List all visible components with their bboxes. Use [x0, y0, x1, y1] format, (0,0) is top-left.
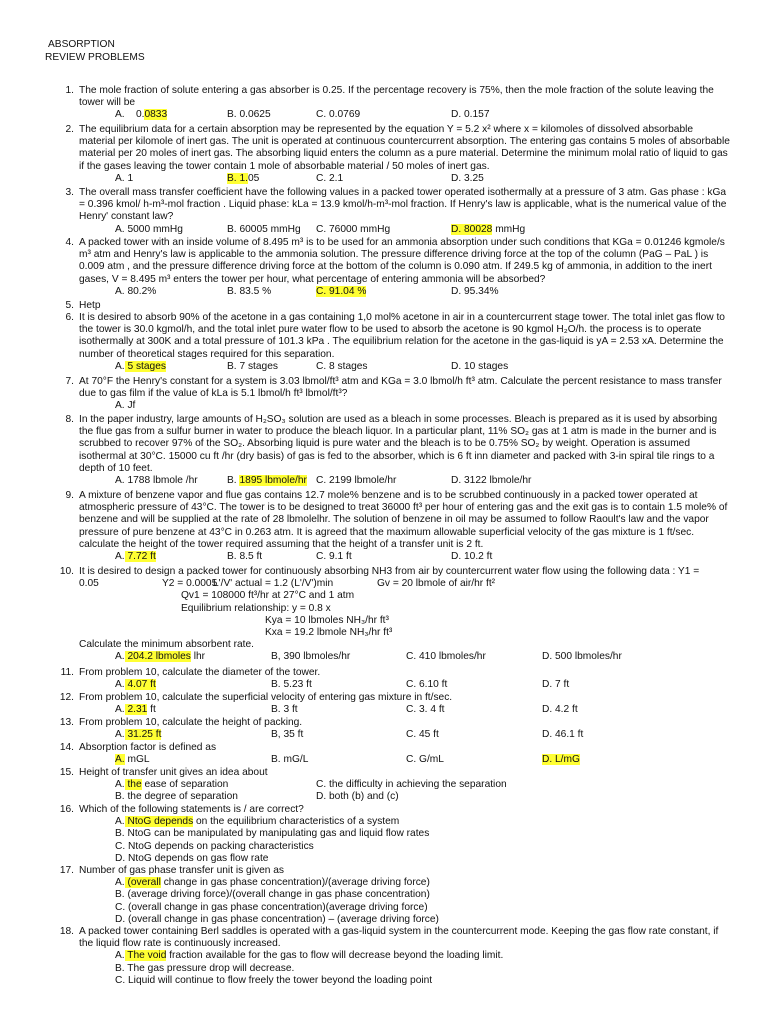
option-a: A. 1788 lbmole /hr — [115, 475, 198, 487]
question-text: A packed tower containing Berl saddles is operated with a gas-liquid system in the countercurrent mode. Keeping the gas flow rate constant, if the liquid flow rate is continuously increased. — [79, 926, 719, 950]
data-value: Qv1 = 108000 ft³/hr at 27°C and 1 atm — [181, 590, 355, 602]
question-text: Which of the following statements is / are correct? — [79, 804, 304, 815]
question-number: 16. — [59, 804, 74, 815]
option-a: A. the ease of separation — [115, 779, 229, 791]
options-row — [52, 361, 732, 373]
option-b: B. 1895 lbmole/hr — [227, 475, 307, 487]
option-b: B. NtoG can be manipulated by manipulating gas and liquid flow rates — [115, 828, 430, 840]
question-8 — [52, 414, 732, 487]
option-c: C. 2.1 — [316, 172, 344, 184]
highlighted-answer: The void — [124, 950, 167, 962]
option-c — [316, 286, 366, 298]
option-c: C. 8 stages — [316, 360, 368, 372]
data-line — [52, 603, 732, 615]
data-value: L'/V' actual = 1.2 (L'/V')min — [213, 578, 334, 590]
highlighted-answer: the — [124, 779, 142, 791]
option-d: D. 95.34% — [451, 285, 499, 297]
data-value: Kxa = 19.2 lbmole NH₃/hr ft³ — [265, 626, 393, 638]
question-number: 5. — [65, 300, 74, 311]
option-d: D. 3122 lbmole/hr — [451, 475, 532, 487]
option-a: A. 2.31 ft — [115, 704, 156, 716]
data-value: Equilibrium relationship: y = 0.8 x — [181, 602, 331, 614]
options-row — [52, 729, 732, 741]
question-6 — [52, 312, 732, 373]
question-7 — [52, 376, 732, 413]
question-number: 6. — [65, 312, 74, 323]
option-c: C. 45 ft — [406, 729, 439, 741]
option-b: B. (average driving force)/(overall change in gas phase concentration) — [115, 889, 430, 901]
question-text: Hetp — [79, 300, 101, 311]
question-number: 11. — [60, 667, 74, 678]
options-row — [52, 224, 732, 236]
option-c: C. 0.0769 — [316, 109, 361, 121]
question-9 — [52, 490, 732, 563]
option-c: C. (overall change in gas phase concentration)(average driving force) — [115, 901, 428, 913]
question-13 — [52, 717, 732, 741]
data-line — [52, 590, 732, 602]
question-text: Height of transfer unit gives an idea about — [79, 767, 268, 778]
option-d: D. NtoG depends on gas flow rate — [115, 852, 269, 864]
data-line — [52, 639, 732, 651]
option-b: B. mG/L — [271, 754, 309, 766]
question-text: A mixture of benzene vapor and flue gas contains 12.7 mole% benzene and is to be scrubbed continuously in a packed tower operated at atmospheric pressure of 43°C. The tower is to be designed to treat 36000 ft³ per hour of entering gas and the exit gas is to contain 1.5 mole% of benzene and will be supplied at the rate of 28 lbmolelhr. The solution of benzene in oil may be assumed to follow Raoult's law and the vapor pressure of pure benzene at 43°C in 0.263 atm. It is agreed that the maximum allowable superficial velocity of the gas mixture is 1 ft/sec. calculate the height of the tower required assuming that the height of a transfer unit is 2 ft. — [79, 490, 728, 550]
question-number: 3. — [65, 187, 74, 198]
question-text: From problem 10, calculate the diameter of the tower. — [79, 667, 321, 678]
question-number: 7. — [65, 376, 74, 387]
options-row — [52, 286, 732, 298]
highlighted-answer: A. — [115, 754, 125, 766]
option-d: D. 10.2 ft — [451, 551, 493, 563]
option-c: C. 2199 lbmole/hr — [316, 475, 397, 487]
options-row — [52, 651, 732, 663]
highlighted-answer: 0833 — [144, 109, 168, 121]
option-b: B. 83.5 % — [227, 285, 272, 297]
options-row — [52, 173, 732, 185]
option-d: D. 3.25 — [451, 172, 484, 184]
question-text: From problem 10, calculate the superficial velocity of entering gas mixture in ft/sec. — [79, 692, 453, 703]
question-number: 18. — [59, 926, 74, 937]
option-d: D. both (b) and (c) — [316, 791, 399, 803]
highlighted-answer: 1895 lbmole/hr — [239, 475, 307, 487]
question-10 — [52, 566, 732, 664]
options-row — [52, 679, 732, 691]
option-b: B. 7 stages — [227, 360, 278, 372]
option-a: A. 1 — [115, 172, 134, 184]
data-value: Calculate the minimum absorbent rate. — [79, 639, 254, 651]
question-3 — [52, 187, 732, 236]
highlighted-answer: D. L/mG — [542, 754, 580, 766]
option-c: C. Liquid will continue to flow freely the tower beyond the loading point — [115, 974, 433, 986]
question-text: The equilibrium data for a certain absorption may be represented by the equation Y = 5.2 x² where x = kilomoles of dissolved absorbable material per kilomole of inert gas. The unit is operated at continuous countercurrent absorption. The entering gas contains 5 moles of absorbable material per 20 moles of inert gas. The absorbing liquid enters the column as a pure material. Determine the minimum molal ratio of liquid to gas if the gases leaving the tower contain 1 mole of absorbable material / 50 moles of inert gas. — [79, 124, 730, 172]
document-header — [45, 38, 145, 64]
highlighted-answer: (overall — [124, 877, 161, 889]
question-17 — [52, 865, 732, 926]
data-value: Y2 = 0.0005 — [162, 578, 218, 590]
highlighted-answer: 204.2 lbmoles — [124, 651, 191, 663]
question-11 — [52, 667, 732, 691]
option-d: D. 46.1 ft — [542, 729, 584, 741]
option-a: A. The void fraction available for the gas to flow will decrease beyond the loading limit. — [115, 950, 504, 962]
question-12 — [52, 692, 732, 716]
option-c: C. 3. 4 ft — [406, 704, 445, 716]
option-d: D. (overall change in gas phase concentration) – (average driving force) — [115, 913, 439, 925]
option-b: B. 60005 mmHg — [227, 223, 301, 235]
option-a: A. NtoG depends on the equilibrium characteristics of a system — [115, 816, 400, 828]
option-a: A. mGL — [115, 754, 150, 766]
options-row — [52, 816, 732, 828]
option-a: A. 7.72 ft — [115, 551, 156, 563]
option-b: B. the degree of separation — [115, 791, 238, 803]
option-d: D. 4.2 ft — [542, 704, 578, 716]
options-row — [52, 551, 732, 563]
option-c: C. 9.1 ft — [316, 551, 352, 563]
option-c: C. G/mL — [406, 754, 444, 766]
highlighted-answer: D. 80028 — [451, 223, 493, 235]
data-line — [52, 578, 732, 590]
options-row — [52, 877, 732, 889]
option-d: D. 0.157 — [451, 109, 490, 121]
question-15 — [52, 767, 732, 804]
question-number: 8. — [65, 414, 74, 425]
option-d: D. 80028 mmHg — [451, 223, 526, 235]
option-c: C. NtoG depends on packing characteristics — [115, 840, 314, 852]
options-row — [52, 400, 732, 412]
question-4 — [52, 237, 732, 298]
option-a: A. 31.25 ft — [115, 729, 162, 741]
option-b: B. 3 ft — [271, 704, 298, 716]
question-number: 2. — [65, 124, 74, 135]
question-text: Absorption factor is defined as — [79, 742, 217, 753]
highlighted-answer: 5 stages — [124, 360, 166, 372]
option-c: C. the difficulty in achieving the separation — [316, 779, 507, 791]
option-a: A. 4.07 ft — [115, 679, 156, 691]
question-number: 4. — [65, 237, 74, 248]
question-number: 14. — [59, 742, 74, 753]
option-b: B, 390 lbmoles/hr — [271, 651, 351, 663]
question-2 — [52, 124, 732, 185]
question-number: 1. — [65, 85, 74, 96]
option-b: B. 8.5 ft — [227, 551, 263, 563]
highlighted-answer: C. 91.04 % — [316, 285, 367, 297]
option-a: A. 204.2 lbmoles lhr — [115, 651, 206, 663]
document-title: ABSORPTION — [48, 39, 115, 50]
option-d: D. 500 lbmoles/hr — [542, 651, 622, 663]
option-b: B. 1.05 — [227, 172, 260, 184]
question-16 — [52, 804, 732, 865]
question-number: 13. — [59, 717, 74, 728]
question-number: 15. — [59, 767, 74, 778]
question-text: From problem 10, calculate the height of packing. — [79, 717, 303, 728]
option-b: B, 35 ft — [271, 729, 304, 741]
options-row — [52, 109, 732, 121]
highlighted-answer: 4.07 ft — [124, 679, 156, 691]
question-18 — [52, 926, 732, 987]
question-text: A packed tower with an inside volume of 8.495 m³ is to be used for an ammonia absorption under such conditions that KGa = 0.01246 kgmole/s m³ atm and Henry's law is applicable to the ammonia solution. The pressure difference driving force at the top of the column (PaG – PaL ) is 0.009 atm , and the pressure difference driving force at the bottom of the column is 0.090 atm. If 249.5 kg of ammonia, in addition to the inert gases, V = 8.495 m³ enters the tower per hour, what percentage of entering ammonia will be absorbed? — [79, 237, 725, 285]
question-number: 10. — [59, 566, 74, 577]
option-c: C. 76000 mmHg — [316, 223, 391, 235]
option-d: D. 7 ft — [542, 679, 570, 691]
option-c: C. 410 lbmoles/hr — [406, 651, 486, 663]
highlighted-answer: NtoG depends — [124, 816, 194, 828]
data-line — [52, 615, 732, 627]
question-text: In the paper industry, large amounts of H₂SO₃ solution are used as a bleach in some processes. Bleach is prepared as it is used by absorbing the flue gas from a sulfur burner in water to produce the bleach liquor. In a particular plant, 11% SO₂ gas at 1 atm is made in the burner and is scrubbed to recover 97% of the SO₂. Absorbing liquid is pure water and the bleach is to be 0.75% SO₂ by weight. Operation is assumed isothermal at 30°C. 15000 cu ft /hr (dry basis) of gas is fed to the absorber, which is 6 ft inn diameter and packed with 3-in spiral tile rings to a depth of 10 feet. — [79, 414, 718, 474]
data-line — [52, 627, 732, 639]
option-b: B. 0.0625 — [227, 109, 271, 121]
options-row — [52, 950, 732, 962]
question-text: It is desired to design a packed tower for continuously absorbing NH3 from air by countercurrent water flow using the following data : Y1 = — [79, 566, 700, 577]
question-number: 12. — [59, 692, 74, 703]
option-a: A. (overall change in gas phase concentration)/(average driving force) — [115, 877, 430, 889]
options-row — [52, 475, 732, 487]
question-number: 9. — [65, 490, 74, 501]
highlighted-answer: 31.25 ft — [124, 729, 162, 741]
option-a: A. Jf — [115, 400, 136, 412]
question-text: The mole fraction of solute entering a gas absorber is 0.25. If the percentage recovery is 75%, then the mole fraction of the solute leaving the tower will be — [79, 85, 714, 109]
question-text: Number of gas phase transfer unit is given as — [79, 865, 284, 876]
question-1 — [52, 85, 732, 122]
option-a: A. 5 stages — [115, 360, 166, 372]
option-b: B. 5.23 ft — [271, 679, 312, 691]
option-d: D. 10 stages — [451, 360, 509, 372]
options-row — [52, 704, 732, 716]
data-value: Kya = 10 lbmoles NH₃/hr ft³ — [265, 614, 389, 626]
option-a: A. 0.0833 — [115, 109, 168, 121]
question-text: It is desired to absorb 90% of the acetone in a gas containing 1,0 mol% acetone in air in a countercurrent stage tower. The total inlet gas flow to the tower is 30.0 kgmol/h, and the total inlet pure water flow to be used to absorb the acetone is 90 kgmol H₂O/h. the process is to operate isothermally at 300K and a total pressure of 101.3 kPa . The equilibrium relation for the acetone in the gas-liquid is yA = 2.53 xA. Determine the number of theoretical stages required for this separation. — [79, 312, 725, 360]
data-value: Gv = 20 lbmole of air/hr ft² — [377, 578, 496, 590]
document-subtitle: REVIEW PROBLEMS — [45, 52, 145, 63]
question-5 — [52, 300, 732, 312]
options-row — [52, 754, 732, 766]
option-a: A. 80.2% — [115, 285, 157, 297]
option-c: C. 6.10 ft — [406, 679, 448, 691]
question-text: The overall mass transfer coefficient have the following values in a packed tower operated isothermally at a pressure of 3 atm. Gas phase : kGa = 0.396 kmol/ h-m³-mol fraction . Liquid phase: kLa = 13.9 kmol/h-m³-mol fraction. If Henry's law is applicable, what is the numerical value of the Henry' constant law? — [79, 187, 727, 223]
question-text: At 70°F the Henry's constant for a system is 3.03 lbmol/ft³ atm and KGa = 3.0 lbmol/h ft³ atm. Calculate the percent resistance to mass transfer due to gas film if the value of kLa is 5.1 lbmol/h ft³ lbmol/ft³? — [79, 376, 722, 400]
options-row — [52, 779, 732, 791]
option-a: A. 5000 mmHg — [115, 223, 183, 235]
question-14 — [52, 742, 732, 766]
option-b: B. The gas pressure drop will decrease. — [115, 962, 295, 974]
question-number: 17. — [59, 865, 74, 876]
highlighted-answer: 7.72 ft — [124, 551, 156, 563]
data-value: 0.05 — [79, 578, 99, 590]
highlighted-answer: B. 1. — [227, 172, 248, 184]
options-row — [52, 791, 732, 803]
highlighted-answer: 2.31 — [124, 704, 148, 716]
option-d — [542, 754, 580, 766]
